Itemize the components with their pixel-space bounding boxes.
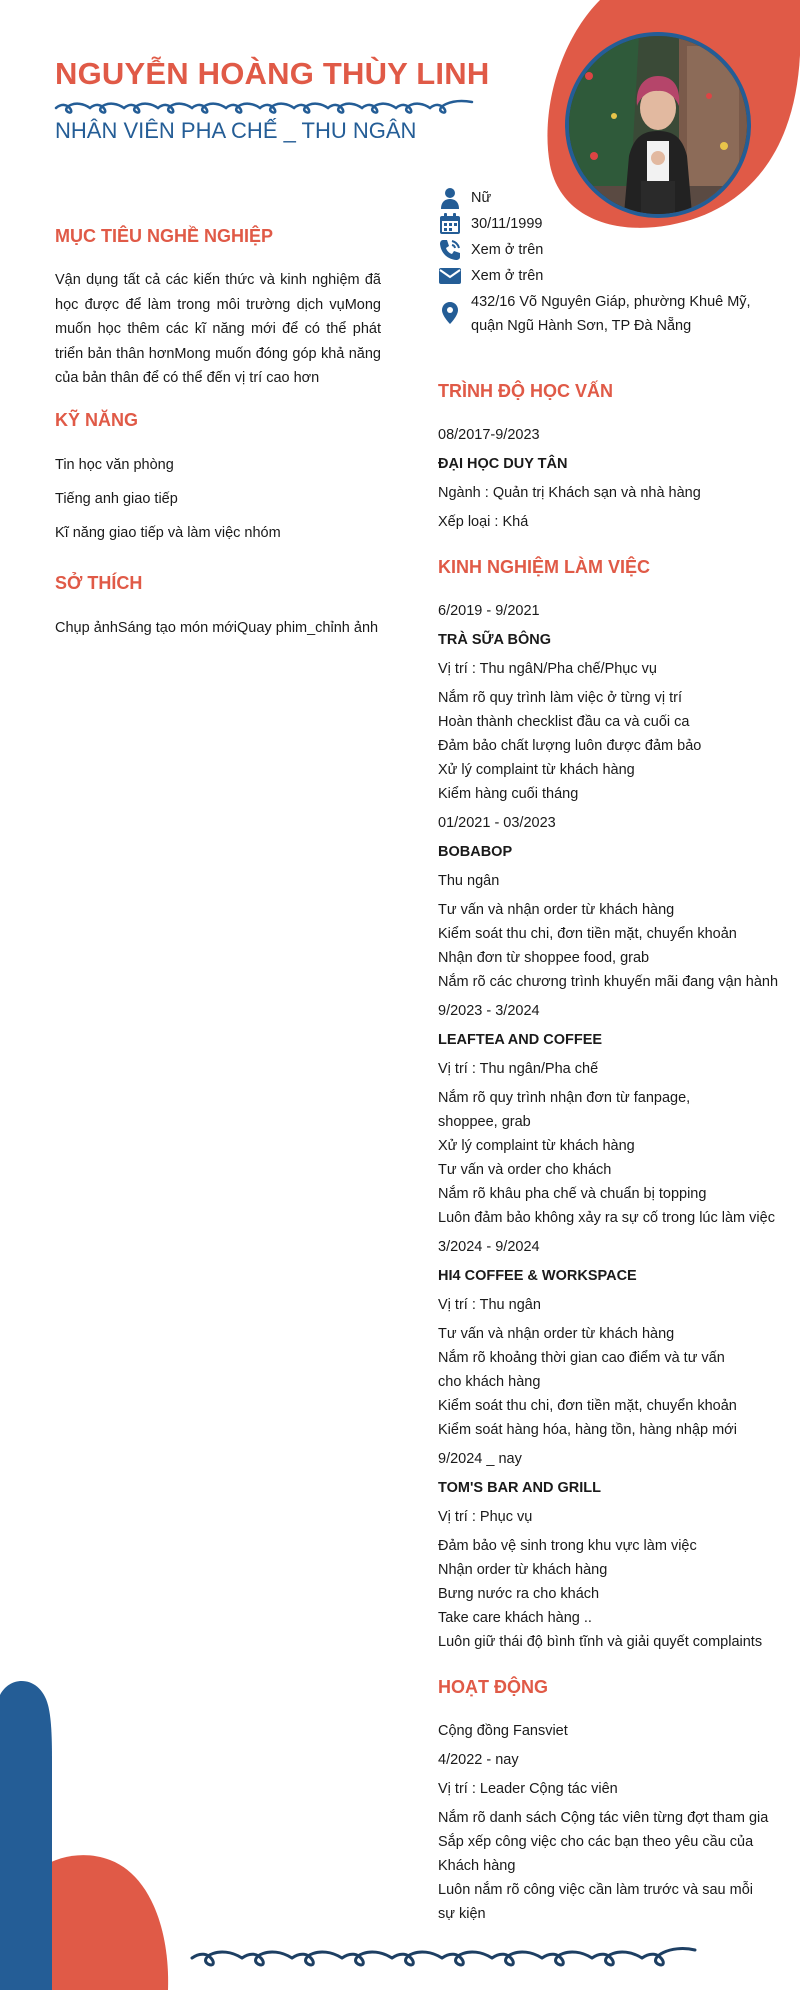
dob-value: 30/11/1999 <box>471 216 543 232</box>
contact-dob <box>438 212 543 236</box>
activity-position: Vị trí : Leader Cộng tác viên <box>438 1781 618 1797</box>
bottom-swirl <box>190 1940 700 1974</box>
bottom-left-blob-blue <box>0 1675 60 1990</box>
education-grade: Xếp loại : Khá <box>438 514 529 530</box>
gender-value: Nữ <box>471 190 492 206</box>
job-company: TRÀ SỮA BÔNG <box>438 632 551 648</box>
skill-item: Tiếng anh giao tiếp <box>55 491 178 507</box>
job-position: Vị trí : Phục vụ <box>438 1509 533 1525</box>
job-duty: Kiểm soát thu chi, đơn tiền mặt, chuyển khoản <box>438 1398 737 1414</box>
job-duty: Luôn đảm bảo không xảy ra sự cố trong lúc làm việc <box>438 1210 775 1226</box>
job-duty: Kiểm hàng cuối tháng <box>438 786 579 802</box>
job-company: TOM'S BAR AND GRILL <box>438 1480 601 1496</box>
job-duty: Nắm rõ các chương trình khuyến mãi đang vận hành <box>438 974 779 990</box>
job-duty: Đảm bảo vệ sinh trong khu vực làm việc <box>438 1538 697 1554</box>
calendar-icon <box>438 212 462 236</box>
phone-value: Xem ở trên <box>471 242 544 258</box>
hobbies-text: Chụp ảnhSáng tạo món mớiQuay phim_chỉnh ảnh <box>55 620 379 636</box>
job-duty: Tư vấn và nhận order từ khách hàng <box>438 902 675 918</box>
contact-email <box>438 264 543 288</box>
education-heading: TRÌNH ĐỘ HỌC VẤN <box>438 381 613 401</box>
address-value: 432/16 Võ Nguyên Giáp, phường Khuê Mỹ, quận Ngũ Hành Sơn, TP Đà Nẵng <box>471 294 751 334</box>
job-duty: Đảm bảo chất lượng luôn được đảm bảo <box>438 738 702 754</box>
job-duty: Xử lý complaint từ khách hàng <box>438 762 635 778</box>
job-duty: Nắm rõ khoảng thời gian cao điểm và tư vấn cho khách hàng <box>438 1350 725 1390</box>
job-duty: Xử lý complaint từ khách hàng <box>438 1138 635 1154</box>
activity-period: 4/2022 - nay <box>438 1752 519 1768</box>
activities-heading: HOẠT ĐỘNG <box>438 1677 548 1697</box>
job-period: 9/2023 - 3/2024 <box>438 1003 540 1019</box>
education-school: ĐẠI HỌC DUY TÂN <box>438 456 568 472</box>
candidate-name: NGUYỄN HOÀNG THÙY LINH <box>55 56 490 91</box>
job-duty: Tư vấn và order cho khách <box>438 1162 612 1178</box>
hobbies-heading: SỞ THÍCH <box>55 573 143 593</box>
job-duty: Luôn giữ thái độ bình tĩnh và giải quyết complaints <box>438 1634 763 1650</box>
title-swirl <box>54 94 474 118</box>
job-duty: Nhận đơn từ shoppee food, grab <box>438 950 650 966</box>
job-duty: Take care khách hàng .. <box>438 1610 592 1626</box>
job-duty: Hoàn thành checklist đầu ca và cuối ca <box>438 714 690 730</box>
contact-address <box>438 290 773 338</box>
job-duty: Tư vấn và nhận order từ khách hàng <box>438 1326 675 1342</box>
job-period: 6/2019 - 9/2021 <box>438 603 540 619</box>
job-position: Vị trí : Thu ngân <box>438 1297 541 1313</box>
location-icon <box>438 301 462 325</box>
job-duty: Nhận order từ khách hàng <box>438 1562 608 1578</box>
job-position: Vị trí : Thu ngân/Pha chế <box>438 1061 599 1077</box>
activity-duty: Sắp xếp công việc cho các bạn theo yêu cầu của Khách hàng <box>438 1834 754 1874</box>
job-period: 9/2024 _ nay <box>438 1451 522 1467</box>
activity-duty: Luôn nắm rõ công việc cần làm trước và sau mỗi sự kiện <box>438 1882 753 1922</box>
job-company: HI4 COFFEE & WORKSPACE <box>438 1268 637 1284</box>
job-position: Vị trí : Thu ngâN/Pha chế/Phục vụ <box>438 661 657 677</box>
skill-item: Kĩ năng giao tiếp và làm việc nhóm <box>55 525 281 541</box>
job-duty: Kiểm soát hàng hóa, hàng tồn, hàng nhập mới <box>438 1422 737 1438</box>
education-period: 08/2017-9/2023 <box>438 427 540 443</box>
education-major: Ngành : Quản trị Khách sạn và nhà hàng <box>438 485 701 501</box>
job-duty: Bưng nước ra cho khách <box>438 1586 600 1602</box>
job-title: NHÂN VIÊN PHA CHẾ _ THU NGÂN <box>55 118 417 143</box>
job-duty: Nắm rõ khâu pha chế và chuẩn bị topping <box>438 1186 707 1202</box>
job-duty: Nắm rõ quy trình làm việc ở từng vị trí <box>438 690 683 706</box>
profile-photo <box>569 36 747 214</box>
job-duty: Kiểm soát thu chi, đơn tiền mặt, chuyển khoản <box>438 926 737 942</box>
activity-duty: Nắm rõ danh sách Cộng tác viên từng đợt tham gia <box>438 1810 769 1826</box>
job-period: 01/2021 - 03/2023 <box>438 815 556 831</box>
contact-phone <box>438 238 543 262</box>
skills-heading: KỸ NĂNG <box>55 410 139 430</box>
email-icon <box>438 264 462 288</box>
activity-org: Cộng đồng Fansviet <box>438 1723 568 1739</box>
objective-text: Vận dụng tất cả các kiến thức và kinh nghiệm đã học được để làm trong môi trường dịch vụMong muốn học thêm các kĩ năng mới để có thể phát triển bản thân hơnMong muốn đóng góp khả năng của bản thân để có thể đến vị trí cao hơn <box>55 272 381 386</box>
email-value: Xem ở trên <box>471 268 544 284</box>
experience-heading: KINH NGHIỆM LÀM VIỆC <box>438 557 651 577</box>
job-position: Thu ngân <box>438 873 500 889</box>
job-company: BOBABOP <box>438 844 513 860</box>
phone-icon <box>438 238 462 262</box>
job-period: 3/2024 - 9/2024 <box>438 1239 540 1255</box>
avatar <box>565 32 751 218</box>
objective-heading: MỤC TIÊU NGHỀ NGHIỆP <box>55 226 274 246</box>
person-icon <box>438 186 462 210</box>
skill-item: Tin học văn phòng <box>55 457 174 473</box>
job-duty: Nắm rõ quy trình nhận đơn từ fanpage, shoppee, grab <box>438 1090 691 1130</box>
job-company: LEAFTEA AND COFFEE <box>438 1032 603 1048</box>
contact-gender <box>438 186 491 210</box>
